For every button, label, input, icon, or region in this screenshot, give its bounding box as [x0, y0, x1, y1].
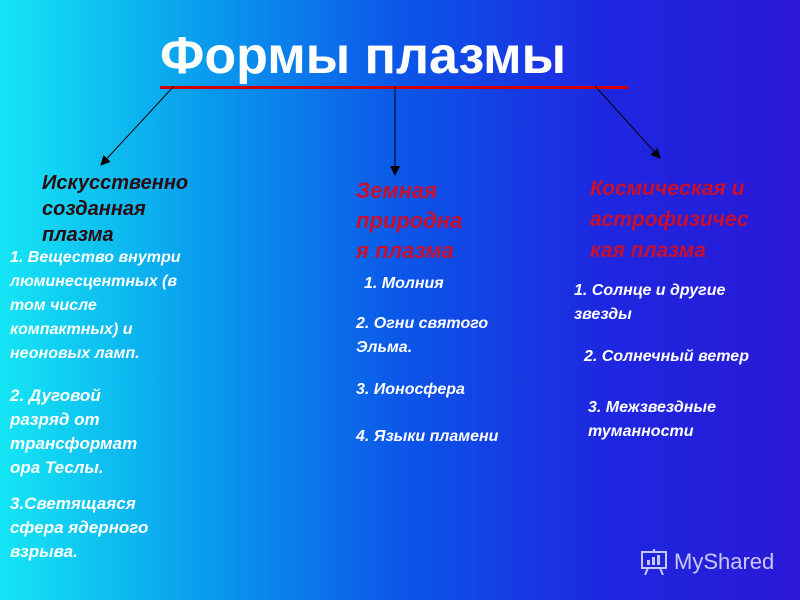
terrestrial-item-4: 4. Языки пламени	[356, 428, 499, 445]
arrow-right	[595, 86, 660, 158]
cosmic-item-1: 1. Солнце и другие звезды	[574, 282, 726, 323]
artificial-item-2: 2. Дуговой разряд от трансформат ора Теслы.	[10, 386, 138, 477]
watermark-text: MyShared	[674, 549, 775, 574]
arrow-left	[101, 86, 174, 165]
terrestrial-item-1: 1. Молния	[364, 275, 444, 292]
watermark	[640, 547, 774, 577]
heading-artificial-plasma: Искусственно созданная плазма	[42, 172, 189, 246]
heading-terrestrial-plasma: Земная природна я плазма	[356, 178, 463, 263]
artificial-item-1: 1. Вещество внутри люминесцентных (в том числе компактных) и неоновых ламп.	[10, 249, 181, 362]
artificial-item-3: 3.Светящаяся сфера ядерного взрыва.	[10, 494, 149, 561]
heading-cosmic-plasma: Космическая и астрофизичес кая плазма	[590, 177, 749, 262]
terrestrial-item-2: 2. Огни святого Эльма.	[356, 315, 489, 356]
presentation-board-icon	[640, 549, 668, 575]
terrestrial-item-3: 3. Ионосфера	[356, 381, 465, 398]
cosmic-item-3: 3. Межзвездные туманности	[588, 399, 716, 440]
slide-title: Формы плазмы	[160, 27, 566, 85]
cosmic-item-2: 2. Солнечный ветер	[584, 348, 749, 365]
